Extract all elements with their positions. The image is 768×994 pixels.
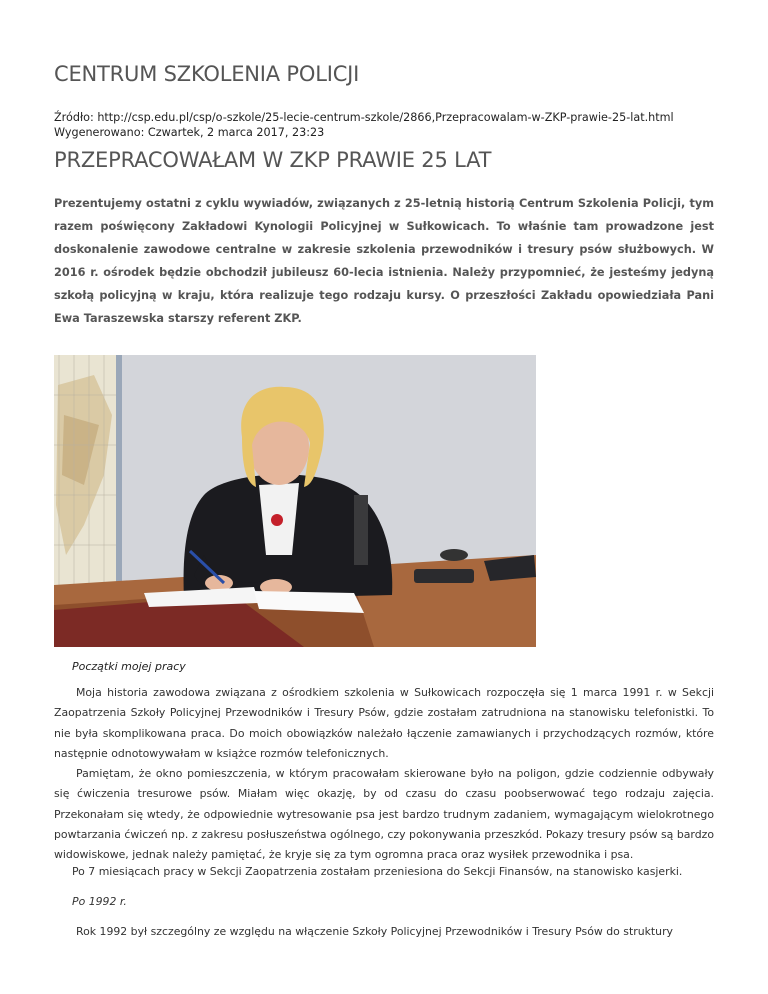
portrait-photo [54,355,536,647]
paragraph-1: Moja historia zawodowa związana z ośrodkiem szkolenia w Sułkowicach rozpoczęła się 1 marca 1991 r. w Sekcji Zaopatrzenia Szkoły Policyjnej Przewodników i Tresury Psów, gdzie zostałam zatrudniona na stanowisku telefonistki. To nie była skomplikowana praca. Do moich obowiązków należało łączenie zamawianych i przychodzących rozmów, które następnie odnotowywałam w książce rozmów telefonicznych. [54,686,714,760]
site-title: CENTRUM SZKOLENIA POLICJI [54,62,360,86]
document-meta [54,110,674,140]
photo-caption: Początki mojej pracy [72,660,186,673]
section-heading-after-1992: Po 1992 r. [72,895,127,908]
article-title: PRZEPRACOWAŁAM W ZKP PRAWIE 25 LAT [54,148,492,172]
generated-date: Wygenerowano: Czwartek, 2 marca 2017, 23:23 [54,126,325,139]
portrait-photo-icon [54,355,536,647]
article-lead: Prezentujemy ostatni z cyklu wywiadów, związanych z 25-letnią historią Centrum Szkolenia Policji, tym razem poświęcony Zakładowi Kynologii Policyjnej w Sułkowicach. To właśnie tam prowadzone jest doskonalenie zawodowe centralne w zakresie szkolenia przewodników i tresury psów służbowych. W 2016 r. ośrodek będzie obchodził jubileusz 60-lecia istnienia. Należy przypomnieć, że jesteśmy jedyną szkołą policyjną w kraju, która realizuje tego rodzaju kursy. O przeszłości Zakładu opowiedziała Pani Ewa Taraszewska starszy referent ZKP. [54,197,714,325]
source-url: Źródło: http://csp.edu.pl/csp/o-szkole/25-lecie-centrum-szkole/2866,Przepracowalam-w-ZKP-prawie-25-lat.html [54,111,674,124]
paragraph-3: Po 7 miesiącach pracy w Sekcji Zaopatrzenia zostałam przeniesiona do Sekcji Finansów, na stanowisko kasjerki. [72,865,683,878]
paragraph-4: Rok 1992 był szczególny ze względu na włączenie Szkoły Policyjnej Przewodników i Tresury Psów do struktury [76,925,674,938]
paragraph-2: Pamiętam, że okno pomieszczenia, w którym pracowałam skierowane było na poligon, gdzie codziennie odbywały się ćwiczenia tresurowe psów. Miałam więc okazję, by od czasu do czasu poobserwować tego rodzaju zajęcia. Przekonałam się wtedy, że odpowiednie wytresowanie psa jest bardzo trudnym zadaniem, wymagającym wielokrotnego powtarzania ćwiczeń np. z zakresu posłuszeństwa ogólnego, czy pokonywania przeszkód. Pokazy tresury psów są bardzo widowiskowe, jednak należy pamiętać, że kryje się za tym ogromna praca oraz wysiłek przewodnika i psa. [54,767,714,862]
